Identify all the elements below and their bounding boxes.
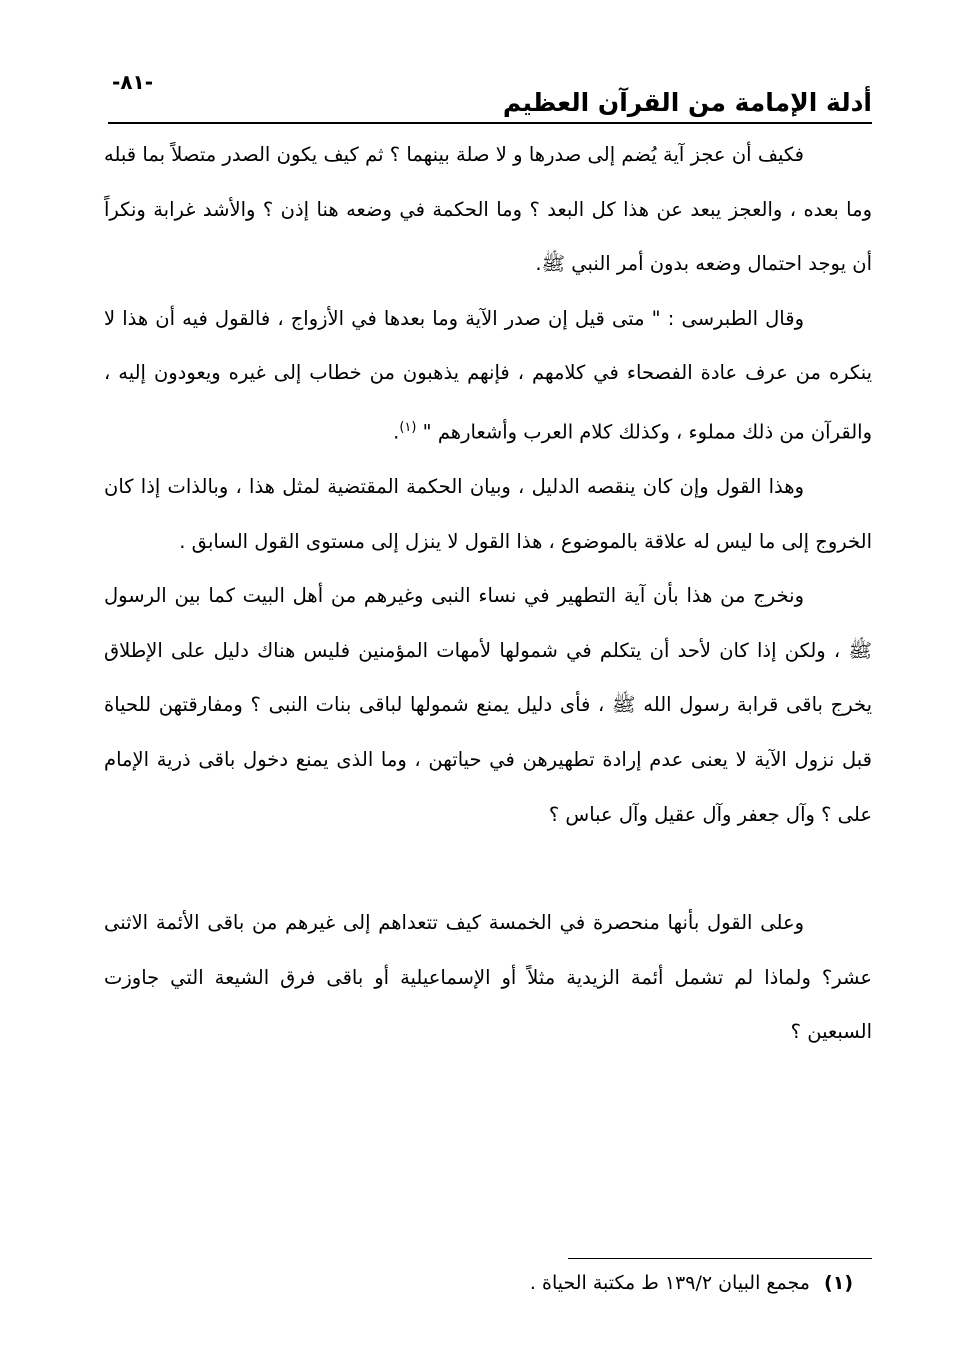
paragraph-3: وهذا القول وإن كان ينقصه الدليل ، وبيان الحكمة المقتضية لمثل هذا ، وبالذات إذا كان الخروج إلى ما ليس له علاقة بالموضوع ، هذا القول لا ينزل إلى مستوى القول السابق . [104, 475, 872, 553]
footnote-marker: (١) [824, 1272, 853, 1294]
header-rule [108, 122, 872, 124]
body-text [104, 128, 872, 1060]
page-number: -٨١- [112, 70, 154, 94]
footnote-text: مجمع البيان ١٣٩/٢ ط مكتبة الحياة . [529, 1272, 810, 1294]
paragraph-5: وعلى القول بأنها منحصرة في الخمسة كيف تتعداهم إلى غيرهم من باقى الأئمة الاثنى عشر؟ ولماذا لم تشمل أئمة الزيدية مثلاً أو الإسماعيلية أو باقى فرق الشيعة التي جاوزت السبعين ؟ [104, 911, 872, 1044]
footnote-reference: (١) [399, 419, 417, 435]
footnote-rule [568, 1258, 872, 1259]
paragraph-2-text: وقال الطبرسى : " متى قيل إن صدر الآية وما بعدها في الأزواج ، فالقول فيه أن هذا لا ينكره من عرف عادة الفصحاء في كلامهم ، فإنهم يذهبون من خطاب إلى غيره ويعودون إليه ، والقرآن من ذلك مملوء ، وكذلك كلام العرب وأشعارهم " [104, 306, 872, 444]
paragraph-1: فكيف أن عجز آية يُضم إلى صدرها و لا صلة بينهما ؟ ثم كيف يكون الصدر متصلاً بما قبله وما بعده ، والعجز يبعد عن هذا كل البعد ؟ وما الحكمة في وضعه هنا إذن ؟ والأشد غرابة ونكراً أن يوجد احتمال وضعه بدون أمر النبي ﷺ. [104, 143, 872, 276]
running-title: أدلة الإمامة من القرآن العظيم [502, 88, 872, 117]
paragraph-2: وقال الطبرسى : " متى قيل إن صدر الآية وما بعدها في الأزواج ، فالقول فيه أن هذا لا ينكره من عرف عادة الفصحاء في كلامهم ، فإنهم يذهبون من خطاب إلى غيره ويعودون إليه ، والقرآن من ذلك مملوء ، وكذلك كلام العرب وأشعارهم " $^{(١)}$. [104, 306, 872, 444]
paragraph-4: ونخرج من هذا بأن آية التطهير في نساء النبى وغيرهم من أهل البيت كما بين الرسول ﷺ ، ولكن إذا كان لأحد أن يتكلم في شمولها لأمهات المؤمنين فليس هناك دليل على الإطلاق يخرج باقى قرابة رسول الله ﷺ ، فأى دليل يمنع شمولها لباقى بنات النبى ؟ ومفارقتهن للحياة قبل نزول الآية لا يعنى عدم إرادة تطهيرهن في حياتهن ، وما الذى يمنع دخول باقى ذرية الإمام على ؟ وآل جعفر وآل عقيل وآل عباس ؟ [104, 584, 872, 826]
footnote [530, 1272, 853, 1294]
